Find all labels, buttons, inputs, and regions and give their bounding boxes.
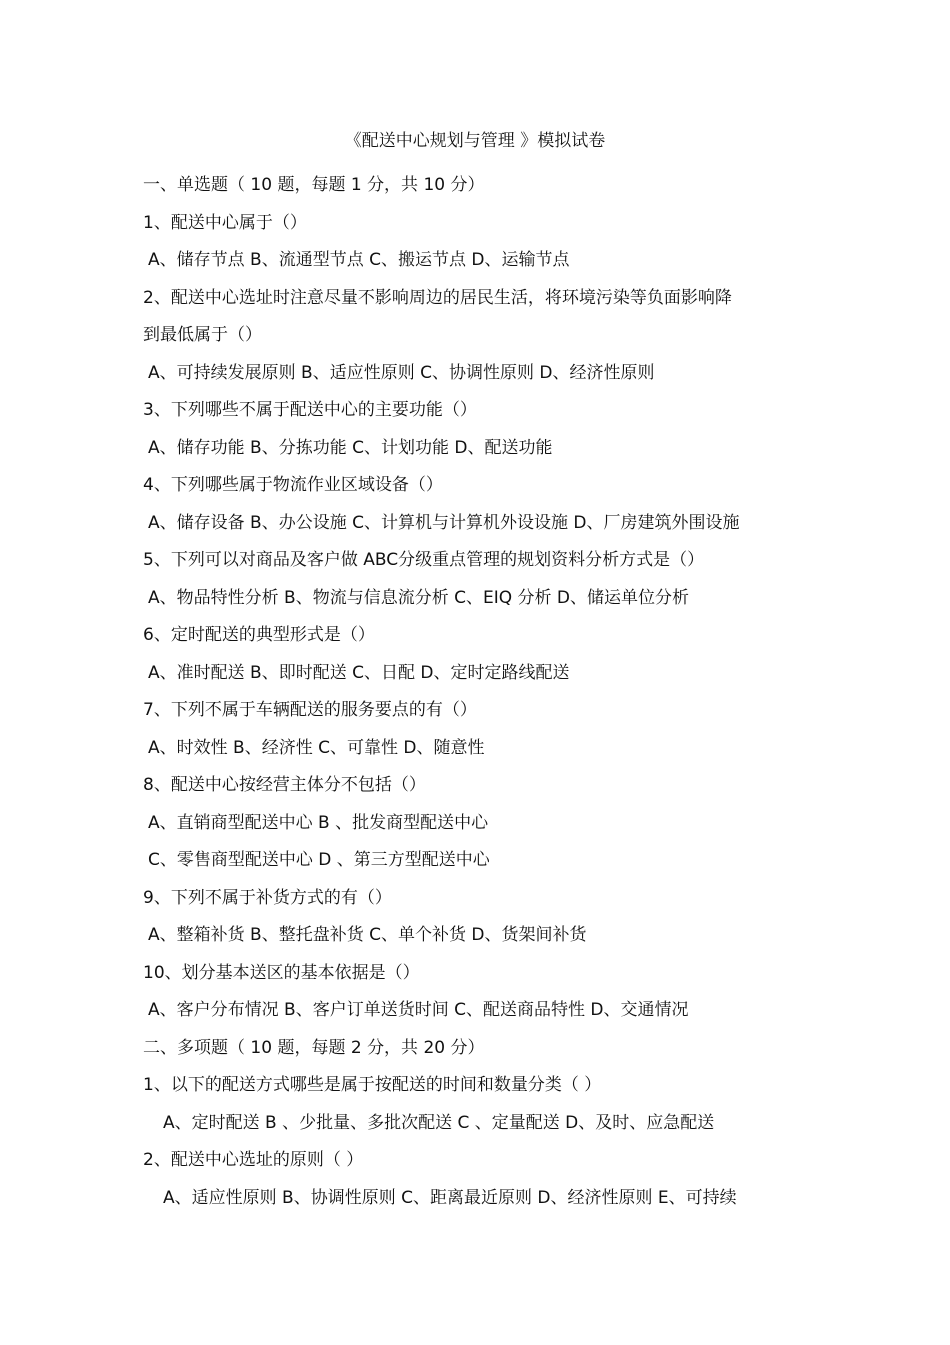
question: 2、配送中心选址的原则（ ） — [143, 1150, 364, 1170]
question: 9、下列不属于补货方式的有（） — [143, 887, 392, 908]
options: A、客户分布情况 B、客户订单送货时间 C、配送商品特性 D、交通情况 — [148, 1000, 689, 1020]
options: A、物品特性分析 B、物流与信息流分析 C、EIQ 分析 D、储运单位分析 — [148, 587, 690, 608]
question: 7、下列不属于车辆配送的服务要点的有（） — [143, 700, 477, 720]
section-heading: 一、单选题（ 10 题，每题 1 分，共 10 分） — [143, 175, 485, 195]
exam-content — [143, 172, 823, 1222]
question: 8、配送中心按经营主体分不包括（） — [143, 775, 426, 795]
options: A、储存功能 B、分拣功能 C、计划功能 D、配送功能 — [148, 437, 553, 458]
question: 5、下列可以对商品及客户做 ABC分级重点管理的规划资料分析方式是（） — [143, 550, 705, 570]
options: A、可持续发展原则 B、适应性原则 C、协调性原则 D、经济性原则 — [148, 362, 655, 383]
options: A、整箱补货 B、整托盘补货 C、单个补货 D、货架间补货 — [148, 925, 587, 945]
question: 2、配送中心选址时注意尽量不影响周边的居民生活，将环境污染等负面影响降 — [143, 287, 732, 308]
options: A、定时配送 B 、少批量、多批次配送 C 、定量配送 D、及时、应急配送 — [163, 1112, 715, 1133]
options: A、适应性原则 B、协调性原则 C、距离最近原则 D、经济性原则 E、可持续 — [163, 1187, 737, 1208]
options: A、准时配送 B、即时配送 C、日配 D、定时定路线配送 — [148, 662, 570, 683]
options: A、直销商型配送中心 B 、批发商型配送中心 — [148, 812, 489, 833]
question: 3、下列哪些不属于配送中心的主要功能（） — [143, 400, 477, 420]
question-continued: 到最低属于（） — [143, 325, 262, 345]
options: A、储存设备 B、办公设施 C、计算机与计算机外设设施 D、厂房建筑外围设施 — [148, 512, 740, 533]
question: 6、定时配送的典型形式是（） — [143, 625, 375, 645]
question: 10、划分基本送区的基本依据是（） — [143, 962, 420, 983]
exam-title: 《配送中心规划与管理 》模拟试卷 — [344, 131, 606, 151]
question: 4、下列哪些属于物流作业区域设备（） — [143, 475, 443, 495]
question: 1、配送中心属于（） — [143, 212, 307, 233]
options: C、零售商型配送中心 D 、第三方型配送中心 — [148, 850, 490, 870]
options: A、时效性 B、经济性 C、可靠性 D、随意性 — [148, 737, 485, 758]
options: A、储存节点 B、流通型节点 C、搬运节点 D、运输节点 — [148, 250, 570, 270]
section-heading: 二、多项题（ 10 题，每题 2 分，共 20 分） — [143, 1037, 485, 1058]
question: 1、以下的配送方式哪些是属于按配送的时间和数量分类（ ） — [143, 1075, 602, 1095]
